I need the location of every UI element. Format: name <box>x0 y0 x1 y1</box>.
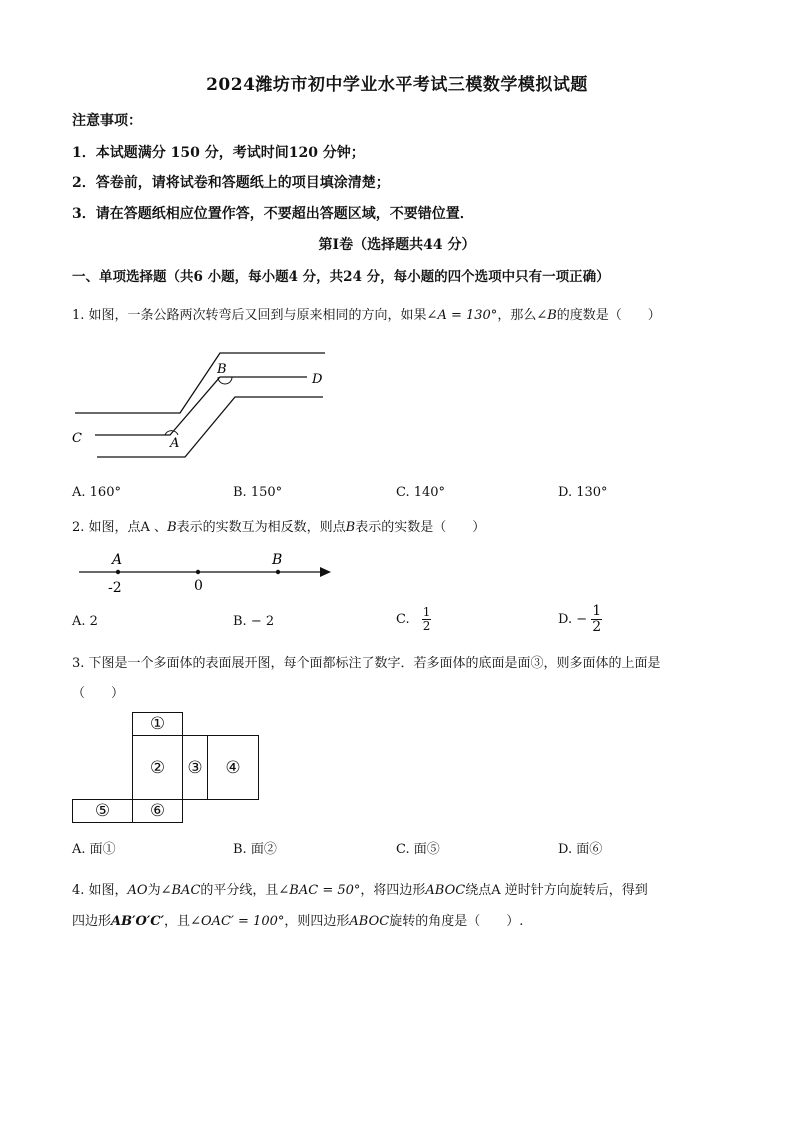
q2-option-d[interactable]: D. − $\frac{1}{2}$ <box>558 603 602 635</box>
q2-option-a[interactable]: A. 2 <box>72 614 98 629</box>
polyhedron-net <box>72 712 262 824</box>
q2-option-b[interactable]: B. − 2 <box>233 614 275 629</box>
angle-a-condition: ∠A = 130° <box>426 308 498 323</box>
q3-option-b[interactable]: B. 面② <box>233 842 277 857</box>
question-3-stem-line1: 3. 下图是一个多面体的表面展开图，每个面都标注了数字．若多面体的底面是面③，则多面体的上面是 <box>72 656 661 671</box>
q1-option-c[interactable]: C. 140° <box>396 485 446 500</box>
section-title: 一、单项选择题（共6 小题，每小题4 分，共24 分，每小题的四个选项中只有一项正确） <box>72 269 610 285</box>
angle-b: ∠B <box>536 308 557 323</box>
number-line-figure <box>76 548 336 598</box>
label-a: A <box>170 436 180 451</box>
label-d: D <box>312 372 323 387</box>
point-b-label: B <box>272 552 283 568</box>
q1-option-d[interactable]: D. 130° <box>558 485 608 500</box>
question-3-stem-line2: （ ） <box>72 686 125 701</box>
notice-item: 1．本试题满分 150 分，考试时间120 分钟； <box>72 145 365 161</box>
face-3: ③ <box>182 735 208 800</box>
label-b: B <box>217 362 227 377</box>
q1-option-a[interactable]: A. 160° <box>72 485 121 500</box>
face-5: ⑤ <box>72 799 133 823</box>
q3-option-a[interactable]: A. 面① <box>72 842 116 857</box>
notice-item: 2．答卷前，请将试卷和答题纸上的项目填涂清楚； <box>72 175 390 191</box>
face-4: ④ <box>207 735 259 800</box>
q3-option-d[interactable]: D. 面⑥ <box>558 842 603 857</box>
fraction-one-half: $\frac{1}{2}$ <box>592 603 602 635</box>
q1-option-b[interactable]: B. 150° <box>233 485 283 500</box>
road-figure <box>70 345 340 465</box>
notice-heading: 注意事项： <box>72 113 142 129</box>
question-4-stem-line2: 四边形AB′O′C′，且∠OAC′ = 100°，则四边形ABOC旋转的角度是（ ）. <box>72 914 524 929</box>
question-1-stem: 1. 如图，一条公路两次转弯后又回到与原来相同的方向，如果∠A = 130°，那么∠B的度数是（ ） <box>72 308 661 323</box>
label-c: C <box>72 431 82 446</box>
q3-option-c[interactable]: C. 面⑤ <box>396 842 440 857</box>
notice-item: 3．请在答题纸相应位置作答，不要超出答题区域，不要错位置． <box>72 206 474 222</box>
question-2-stem: 2. 如图，点A 、B表示的实数互为相反数，则点B表示的实数是（ ） <box>72 520 486 535</box>
point-a-label: A <box>112 552 123 568</box>
face-6: ⑥ <box>132 799 183 823</box>
q2-option-c[interactable]: C. $\frac{1}{2}$ <box>396 605 431 633</box>
fraction-one-half: $\frac{1}{2}$ <box>422 605 431 633</box>
question-4-stem-line1: 4. 如图，AO为∠BAC的平分线，且∠BAC = 50°，将四边形ABOC绕点A 逆时针方向旋转后，得到 <box>72 883 648 898</box>
tick-minus-2: -2 <box>108 580 122 596</box>
face-1: ① <box>132 712 183 736</box>
page-title: 2024潍坊市初中学业水平考试三模数学模拟试题 <box>206 75 588 95</box>
volume-title: 第Ⅰ卷（选择题共44 分） <box>318 237 476 253</box>
face-2: ② <box>132 735 183 800</box>
tick-zero: 0 <box>194 578 203 594</box>
